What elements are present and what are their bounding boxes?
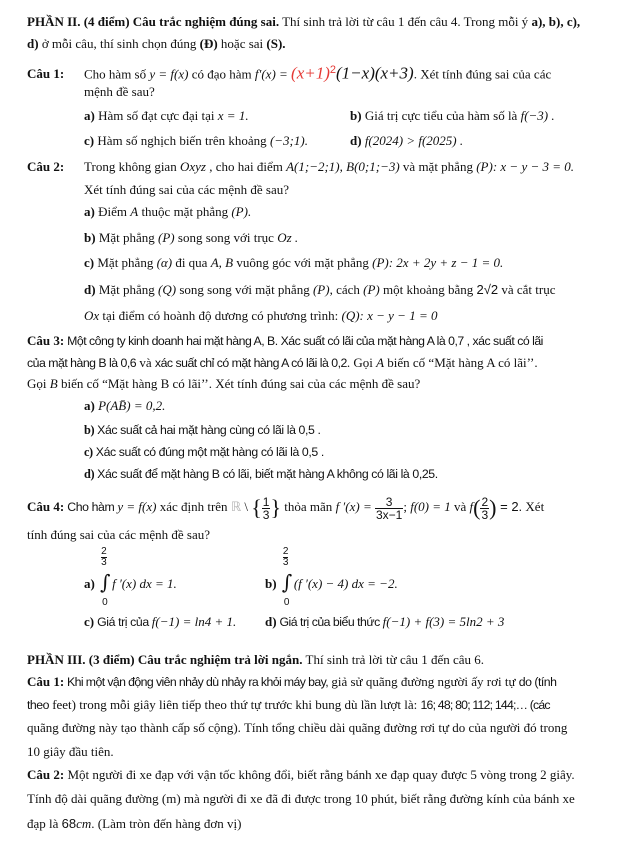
option-label: a)	[84, 108, 95, 123]
p2-q2-oxyz: Oxyz	[179, 159, 206, 174]
p3-q2-text: Một người đi xe đạp với vận tốc không đổi, biết rằng bánh xe đạp quay được 5 vòng trong 2 giây.	[64, 767, 575, 782]
p2-q3-math: B	[49, 376, 58, 391]
option-math: P(AB̄) = 0,2.	[98, 398, 166, 413]
option-text: đi qua	[172, 255, 211, 270]
p2-q4-option-c	[84, 614, 236, 630]
p2-q1-deriv-rest: (1−x)(x+3)	[336, 63, 414, 83]
p2-q2-plane: (P): x − y − 3 = 0.	[476, 159, 575, 174]
option-label: d)	[84, 467, 95, 481]
paren-right: )	[489, 495, 497, 521]
part2-d-label: d)	[27, 36, 39, 51]
option-math: (Q)	[158, 282, 177, 297]
real-set-symbol: ℝ	[230, 499, 242, 514]
p2-q4-text: Cho hàm	[64, 500, 118, 514]
p3-q1-text: Khi một vận động viên nhảy dù nhảy ra khỏi máy bay,	[64, 675, 329, 689]
p3-q2-line2: Tính độ dài quãng đường (m) mà người đi xe đã đi được trong 10 phút, biết rằng đường kính của bánh xe	[27, 791, 575, 806]
option-label: a)	[84, 576, 95, 591]
p2-q4-option-d	[265, 614, 504, 630]
option-label: a)	[84, 398, 95, 413]
integral-sign: ∫ $\frac{2}{3}$ 0	[98, 577, 112, 593]
p2-q1-text3: . Xét tính đúng sai của các	[413, 66, 552, 82]
numerator: 2	[481, 494, 489, 509]
part2-true-marker: (Đ)	[199, 36, 218, 51]
p2-q3-option-b	[84, 422, 320, 438]
numerator: 2	[282, 546, 289, 558]
p2-q1-deriv-red: (x+1)	[291, 63, 330, 83]
denominator: 3	[101, 557, 107, 569]
p2-q2-text2: , cho hai điểm	[205, 159, 287, 174]
denominator: 3	[262, 507, 270, 522]
part2-heading-text3: hoặc sai	[217, 36, 267, 51]
p3-q1-sequence: 16; 48; 80; 112; 144;… (các	[420, 698, 550, 712]
p2-q2-label: Câu 2:	[27, 159, 65, 174]
p3-q1-text: do (tính	[518, 675, 557, 689]
option-math: (Q): x − y − 1 = 0	[341, 308, 438, 323]
option-text: một khoảng bằng	[379, 282, 477, 297]
p3-q2-text: . (Làm tròn đến hàng đơn vị)	[91, 816, 242, 831]
p3-q2-unit: cm	[76, 816, 92, 831]
option-math: f(−1) + f(3) = 5ln2 + 3	[382, 614, 505, 629]
option-label: b)	[84, 230, 96, 245]
option-text: , cách	[329, 282, 364, 297]
p2-q4-text: và	[450, 499, 470, 514]
option-text: Mặt phẳng	[95, 230, 159, 245]
p3-q1-line2	[27, 697, 550, 713]
p2-q2-stem	[27, 159, 574, 175]
part2-heading-title: PHẦN II. (4 điểm) Câu trắc nghiệm đúng sai.	[27, 14, 280, 29]
part2-heading-text2: ở mỗi câu, thí sinh chọn đúng	[38, 36, 200, 51]
part2-heading-text: Thí sinh trả lời từ câu 1 đến câu 4. Trong mỗi ý	[279, 14, 532, 29]
p2-q3-text: Một công ty kinh doanh hai mặt hàng A, B. Xác suất có lãi của mặt hàng A là 0,7 , xác suất có lãi	[64, 334, 543, 348]
option-text: Giá trị của	[94, 615, 152, 629]
option-label: b)	[350, 108, 362, 123]
p2-q1-text: Cho hàm số	[84, 66, 150, 82]
option-label: d)	[265, 614, 277, 629]
p2-q1-stem-2: mệnh đề sau?	[84, 84, 155, 99]
p2-q4-label: Câu 4:	[27, 499, 65, 514]
p2-q4-stem-2: tính đúng sai của các mệnh đề sau?	[27, 527, 211, 542]
option-math: (P).	[231, 204, 252, 219]
option-text: song song với mặt phẳng	[176, 282, 313, 297]
p2-q3-stem	[27, 333, 543, 349]
p2-q3-text: và	[136, 355, 155, 370]
p2-q2-stem-2: Xét tính đúng sai của các mệnh đề sau?	[84, 182, 290, 197]
part2-heading-options: a), b), c),	[531, 14, 581, 29]
p2-q2-option-b	[84, 230, 298, 246]
option-text: Xác suất có đúng một mặt hàng có lãi là 0,5 .	[92, 445, 324, 459]
p3-q2-label: Câu 2:	[27, 767, 65, 782]
option-math: f(−3) .	[520, 108, 555, 123]
p2-q1-deriv-exp: 2	[329, 64, 337, 76]
p3-q1-text: giả sử quãng đường người ấy rơi tự	[328, 674, 519, 689]
p3-q2-text: đạp là	[27, 816, 62, 831]
p2-q4-f: f	[469, 499, 474, 514]
denominator: 3	[481, 507, 489, 522]
option-text: Giá trị của biểu thức	[276, 615, 383, 629]
p2-q1-option-a	[84, 108, 249, 124]
p2-q1-option-b	[350, 108, 555, 124]
option-math: Ox	[84, 308, 100, 323]
setminus: \	[241, 499, 252, 514]
p2-q4-func: y = f(x)	[117, 499, 157, 514]
p2-q3-stem-3	[27, 376, 420, 392]
option-text: Mặt phẳng	[95, 282, 159, 297]
numerator: 2	[101, 546, 107, 558]
option-label: b)	[84, 423, 95, 437]
option-label: d)	[84, 282, 96, 297]
denominator: 3	[282, 557, 289, 569]
option-math: Oz .	[277, 230, 299, 245]
p2-q1-deriv-lhs: f′(x) =	[254, 66, 292, 82]
p2-q2-option-c	[84, 255, 503, 271]
option-text: Mặt phẳng	[94, 255, 157, 270]
option-label: c)	[84, 255, 95, 270]
p3-q1-text: theo	[27, 698, 49, 712]
p2-q3-option-d	[84, 466, 438, 482]
p2-q2-text: Trong không gian	[84, 159, 180, 174]
integral-lower-limit: 0	[283, 597, 290, 609]
option-math: A, B	[210, 255, 234, 270]
p2-q2-option-d-cont	[84, 308, 437, 324]
integral-upper-limit	[283, 547, 289, 568]
option-math: (f ′(x) − 4) dx = −2.	[293, 576, 398, 591]
part2-heading	[27, 14, 580, 30]
option-math: (α)	[156, 255, 173, 270]
integral-sign: ∫ $\frac{2}{3}$ 0	[280, 577, 294, 593]
p2-q1-func: y = f(x)	[149, 66, 189, 82]
p3-q1-line1	[27, 674, 556, 690]
p2-q3-text: xác suất chỉ có mặt hàng A có lãi là 0,2	[154, 356, 347, 370]
p2-q2-option-d	[84, 282, 556, 298]
option-text: vuông góc với mặt phẳng	[233, 255, 373, 270]
p2-q1-text2: có đạo hàm	[188, 66, 255, 82]
p2-q4-deriv: f ′(x) =	[335, 499, 375, 514]
p2-q3-option-c	[84, 444, 324, 460]
p2-q3-stem-2	[27, 355, 538, 371]
p2-q3-text: của mặt hàng B là 0,6	[27, 356, 137, 370]
option-label: b)	[265, 576, 277, 591]
option-math: f(−1) = ln4 + 1.	[151, 614, 237, 629]
option-label: c)	[84, 445, 93, 459]
option-math: x = 1.	[217, 108, 249, 123]
p2-q4-f0: f(0) = 1	[410, 499, 451, 514]
p3-q1-label: Câu 1:	[27, 674, 65, 689]
option-text: song song với trục	[174, 230, 278, 245]
option-text: Giá trị cực tiểu của hàm số là	[361, 108, 521, 123]
option-math: (P)	[363, 282, 380, 297]
option-text: và cắt trục	[498, 282, 556, 297]
numerator: 3	[375, 496, 403, 509]
option-label: c)	[84, 133, 95, 148]
p2-q4-text: thỏa mãn	[281, 499, 336, 514]
part3-heading-text: Thí sinh trả lời từ câu 1 đến câu 6.	[302, 652, 485, 667]
p2-q1-label: Câu 1:	[27, 66, 65, 82]
p2-q1-option-d	[350, 133, 463, 149]
part3-heading-title: PHẦN III. (3 điểm) Câu trắc nghiệm trả lời ngắn.	[27, 652, 303, 667]
option-math: 2√2	[476, 282, 499, 297]
p3-q1-line3: quãng đường này tạo thành cấp số cộng). Tính tổng chiều dài quãng đường rơi tự do của người đó trong	[27, 720, 568, 735]
p2-q3-text: biến cố “Mặt hàng B có lãi’’. Xét tính đúng sai của các mệnh đề sau?	[57, 376, 421, 391]
p2-q3-text: Gọi	[27, 376, 50, 391]
option-text: Hàm số đạt cực đại tại	[94, 108, 218, 123]
p2-q1-option-c	[84, 133, 308, 149]
integral-lower-limit: 0	[102, 597, 108, 609]
denominator: 3x−1	[375, 507, 403, 522]
p3-q2-diameter: 68	[61, 816, 77, 831]
option-label: a)	[84, 204, 95, 219]
integral-upper-limit	[101, 547, 107, 568]
p2-q4-option-b	[265, 546, 398, 609]
option-math: (P): 2x + 2y + z − 1 = 0.	[372, 255, 504, 270]
option-text: Hàm số nghịch biến trên khoảng	[94, 133, 270, 148]
option-text: Xác suất cả hai mặt hàng cùng có lãi là 0,5 .	[94, 423, 321, 437]
option-math: (P)	[312, 282, 330, 297]
p2-q2-option-a	[84, 204, 251, 220]
p2-q4-text: ;	[403, 499, 411, 514]
p3-q2-line1	[27, 767, 575, 783]
p2-q3-text: . Gọi	[346, 355, 377, 370]
option-math: (P)	[158, 230, 175, 245]
p3-q2-line3	[27, 816, 242, 832]
p2-q1-stem	[27, 62, 551, 82]
paren-left: (	[473, 495, 481, 521]
p2-q2-points: A(1;−2;1), B(0;1;−3)	[286, 159, 400, 174]
fraction-derivative	[375, 496, 403, 521]
brace-left: {	[251, 495, 262, 521]
numerator: 1	[262, 494, 270, 509]
fraction-two-thirds	[480, 496, 489, 521]
option-math: (−3;1).	[269, 133, 308, 148]
p3-q1-text: feet) trong mỗi giây liên tiếp theo thứ tự trước khi bung dù lần lượt là:	[48, 697, 421, 712]
option-math: f(2024) > f(2025) .	[364, 133, 464, 148]
option-text: Điểm	[94, 204, 131, 219]
option-label: d)	[350, 133, 362, 148]
p2-q3-math: A	[376, 355, 385, 370]
p2-q4-stem	[27, 494, 544, 521]
p2-q2-text3: và mặt phẳng	[399, 159, 477, 174]
p2-q3-text: biến cố “Mặt hàng A có lãi’’.	[384, 355, 538, 370]
option-text: thuộc mặt phẳng	[138, 204, 232, 219]
p2-q4-text: xác định trên	[156, 499, 231, 514]
p2-q3-option-a	[84, 398, 165, 414]
brace-right: }	[270, 495, 282, 521]
p2-q3-label: Câu 3:	[27, 333, 65, 348]
option-text: tại điểm có hoành độ dương có phương trình:	[99, 308, 342, 323]
option-math: A	[130, 204, 139, 219]
p2-q4-option-a	[84, 546, 177, 609]
option-text: Xác suất để mặt hàng B có lãi, biết mặt hàng A không có lãi là 0,25.	[94, 467, 438, 481]
part2-false-marker: (S).	[266, 36, 286, 51]
p2-q4-text: Xét	[522, 499, 545, 514]
part2-heading-line2	[27, 36, 286, 52]
p3-q1-line4: 10 giây đầu tiên.	[27, 744, 114, 759]
part3-heading	[27, 652, 484, 668]
p2-q4-f23-value: = 2.	[496, 499, 523, 514]
option-math: f ′(x) dx = 1.	[112, 576, 177, 591]
option-label: c)	[84, 614, 95, 629]
